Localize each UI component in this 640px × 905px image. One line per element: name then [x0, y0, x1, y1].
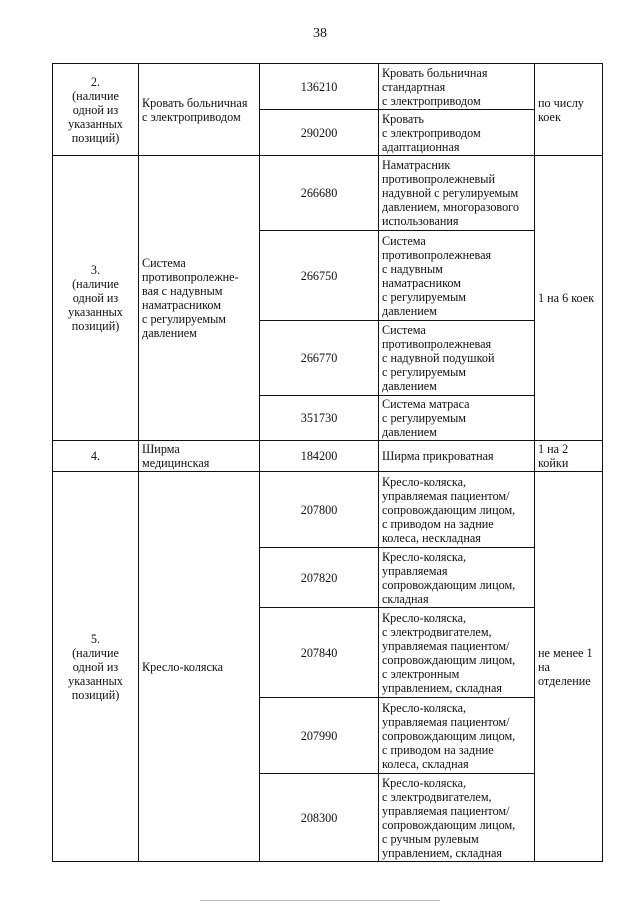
row-number: 4. [53, 441, 139, 472]
item-code: 266750 [260, 231, 379, 321]
required-quantity: не менее 1 на отделение [535, 472, 603, 862]
item-description: Система противопролежневая с надувной подушкой с регулируемым давлением [379, 321, 535, 396]
row-number: 5. (наличие одной из указанных позиций) [53, 472, 139, 862]
table-row [53, 472, 603, 548]
equipment-name: Система противопролежне- вая с надувным наматрасником с регулируемым давлением [139, 156, 260, 441]
table-row [53, 64, 603, 110]
item-code: 290200 [260, 110, 379, 156]
item-description: Кресло-коляска, управляемая пациентом/ сопровождающим лицом, с приводом на задние колеса, складная [379, 698, 535, 774]
item-code: 184200 [260, 441, 379, 472]
item-description: Ширма прикроватная [379, 441, 535, 472]
page-number: 38 [313, 26, 327, 41]
equipment-table [52, 63, 603, 862]
table-row [53, 441, 603, 472]
equipment-name: Кресло-коляска [139, 472, 260, 862]
item-description: Кресло-коляска, управляемая пациентом/ сопровождающим лицом, с приводом на задние колеса, нескладная [379, 472, 535, 548]
required-quantity: 1 на 6 коек [535, 156, 603, 441]
item-code: 207820 [260, 548, 379, 608]
item-code: 351730 [260, 396, 379, 441]
item-description: Кровать больничная стандартная с электроприводом [379, 64, 535, 110]
item-description: Кровать с электроприводом адаптационная [379, 110, 535, 156]
row-number: 3. (наличие одной из указанных позиций) [53, 156, 139, 441]
item-code: 207990 [260, 698, 379, 774]
item-description: Система матраса с регулируемым давлением [379, 396, 535, 441]
item-description: Кресло-коляска, управляемая сопровождающим лицом, складная [379, 548, 535, 608]
item-description: Кресло-коляска, с электродвигателем, управляемая пациентом/ сопровождающим лицом, с ручным рулевым управлением, складная [379, 774, 535, 862]
equipment-name: Ширма медицинская [139, 441, 260, 472]
row-number: 2. (наличие одной из указанных позиций) [53, 64, 139, 156]
required-quantity: 1 на 2 койки [535, 441, 603, 472]
page-bottom-divider [200, 900, 440, 901]
table-row [53, 156, 603, 231]
equipment-name: Кровать больничная с электроприводом [139, 64, 260, 156]
item-description: Наматрасник противопролежневый надувной с регулируемым давлением, многоразового использования [379, 156, 535, 231]
required-quantity: по числу коек [535, 64, 603, 156]
item-description: Система противопролежневая с надувным наматрасником с регулируемым давлением [379, 231, 535, 321]
item-code: 207840 [260, 608, 379, 698]
item-code: 207800 [260, 472, 379, 548]
item-code: 266680 [260, 156, 379, 231]
item-code: 266770 [260, 321, 379, 396]
item-description: Кресло-коляска, с электродвигателем, управляемая пациентом/ сопровождающим лицом, с электронным управлением, складная [379, 608, 535, 698]
item-code: 208300 [260, 774, 379, 862]
item-code: 136210 [260, 64, 379, 110]
